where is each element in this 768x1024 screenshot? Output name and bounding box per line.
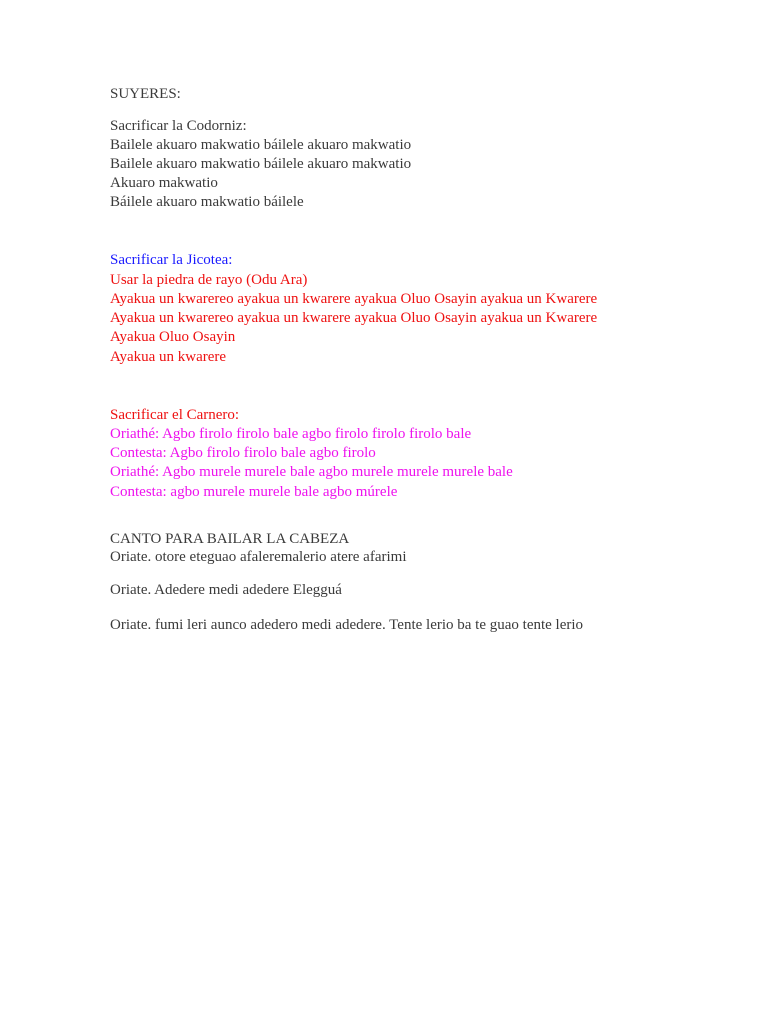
jicotea-title: Sacrificar la Jicotea: — [110, 252, 233, 268]
jicotea-line-1: Usar la piedra de rayo (Odu Ara) — [110, 272, 308, 288]
codorniz-title: Sacrificar la Codorniz: — [110, 118, 247, 134]
carnero-line-4: Contesta: agbo murele murele bale agbo múrele — [110, 484, 398, 500]
canto-line-3: Oriate. fumi leri aunco adedero medi adedere. Tente lerio ba te guao tente lerio — [110, 617, 584, 633]
jicotea-line-2: Ayakua un kwarereo ayakua un kwarere ayakua Oluo Osayin ayakua un Kwarere — [110, 291, 598, 307]
heading-suyeres: SUYERES: — [110, 86, 181, 102]
jicotea-line-3: Ayakua un kwarereo ayakua un kwarere ayakua Oluo Osayin ayakua un Kwarere — [110, 310, 598, 326]
codorniz-line-2: Bailele akuaro makwatio báilele akuaro makwatio — [110, 156, 412, 172]
codorniz-line-4: Báilele akuaro makwatio báilele — [110, 194, 304, 210]
jicotea-line-5: Ayakua un kwarere — [110, 349, 227, 365]
canto-title: CANTO PARA BAILAR LA CABEZA — [110, 531, 350, 547]
codorniz-line-3: Akuaro makwatio — [110, 175, 218, 191]
codorniz-line-1: Bailele akuaro makwatio báilele akuaro makwatio — [110, 137, 412, 153]
carnero-title: Sacrificar el Carnero: — [110, 407, 240, 423]
jicotea-line-4: Ayakua Oluo Osayin — [110, 329, 236, 345]
carnero-line-1: Oriathé: Agbo firolo firolo bale agbo firolo firolo firolo bale — [110, 426, 472, 442]
canto-line-2: Oriate. Adedere medi adedere Elegguá — [110, 582, 342, 598]
canto-line-1: Oriate. otore eteguao afaleremalerio atere afarimi — [110, 549, 407, 565]
carnero-line-3: Oriathé: Agbo murele murele bale agbo murele murele murele bale — [110, 464, 513, 480]
carnero-line-2: Contesta: Agbo firolo firolo bale agbo firolo — [110, 445, 376, 461]
